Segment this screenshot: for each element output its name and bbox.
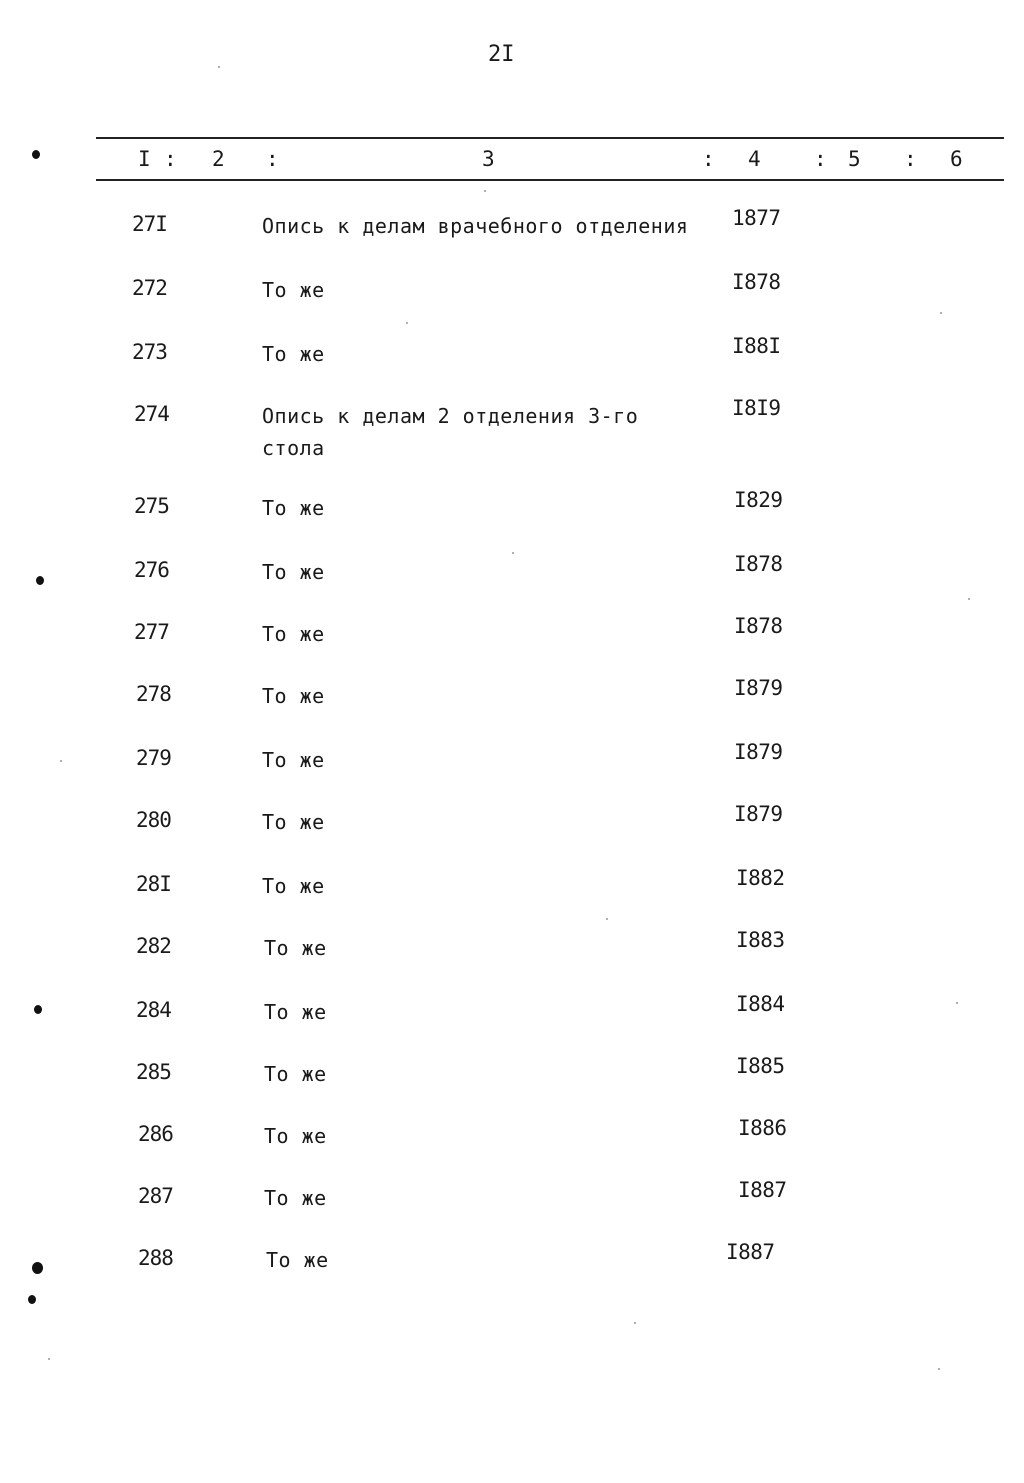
item-description: То же (262, 622, 325, 646)
table-row (0, 802, 1024, 848)
item-description: Опись к делам врачебного отделения (262, 214, 689, 238)
header-separator: : (702, 147, 715, 171)
item-number: 276 (134, 558, 169, 582)
item-year: I88I (732, 334, 781, 358)
table-row (0, 740, 1024, 786)
table-row (0, 552, 1024, 598)
item-year: I878 (732, 270, 781, 294)
item-description: То же (262, 560, 325, 584)
table-row (0, 866, 1024, 912)
item-year: I878 (734, 614, 783, 638)
paper-speck (940, 312, 942, 314)
item-year: I879 (734, 676, 783, 700)
item-number: 282 (136, 934, 171, 958)
item-number: 27I (132, 212, 167, 236)
item-number: 277 (134, 620, 169, 644)
item-year: I879 (734, 802, 783, 826)
table-top-rule (96, 137, 1004, 139)
item-description: То же (264, 1186, 327, 1210)
header-col-1: I (138, 147, 151, 171)
header-separator: : (266, 147, 279, 171)
table-row (0, 206, 1024, 252)
table-row (0, 676, 1024, 722)
table-header-rule (96, 179, 1004, 181)
paper-speck (634, 1322, 636, 1324)
table-row (0, 1178, 1024, 1224)
punch-mark (34, 1005, 42, 1014)
item-number: 287 (138, 1184, 173, 1208)
table-row (0, 614, 1024, 660)
table-row (0, 1240, 1024, 1286)
table-row (0, 396, 1024, 460)
table-row (0, 1054, 1024, 1100)
punch-mark (36, 576, 44, 585)
item-number: 288 (138, 1246, 173, 1270)
item-year: I883 (736, 928, 785, 952)
table-row (0, 1116, 1024, 1162)
paper-speck (938, 1368, 940, 1370)
paper-speck (406, 322, 408, 324)
item-number: 279 (136, 746, 171, 770)
item-description: Опись к делам 2 отделения 3-го стола (262, 404, 639, 460)
item-number: 28I (136, 872, 171, 896)
item-year: I8I9 (732, 396, 781, 420)
punch-mark (32, 1262, 43, 1274)
paper-speck (60, 760, 62, 762)
table-row (0, 270, 1024, 316)
item-number: 275 (134, 494, 169, 518)
header-col-6: 6 (950, 147, 963, 171)
punch-mark (32, 150, 40, 159)
item-description: То же (262, 874, 325, 898)
item-description: То же (264, 1124, 327, 1148)
item-description: То же (264, 1062, 327, 1086)
item-description: То же (262, 278, 325, 302)
item-number: 284 (136, 998, 171, 1022)
item-year: I829 (734, 488, 783, 512)
item-description: То же (262, 496, 325, 520)
page-number: 2I (488, 42, 515, 67)
header-separator: : (904, 147, 917, 171)
paper-speck (968, 598, 970, 600)
item-description: То же (262, 810, 325, 834)
item-description: То же (262, 684, 325, 708)
item-year: I879 (734, 740, 783, 764)
table-row (0, 488, 1024, 534)
header-col-5: 5 (848, 147, 861, 171)
header-col-2: 2 (212, 147, 225, 171)
item-number: 274 (134, 402, 169, 426)
header-col-4: 4 (748, 147, 761, 171)
paper-speck (512, 552, 514, 554)
punch-mark (28, 1295, 36, 1304)
header-separator: : (814, 147, 827, 171)
item-description: То же (264, 936, 327, 960)
item-number: 286 (138, 1122, 173, 1146)
item-description: То же (264, 1000, 327, 1024)
paper-speck (218, 66, 220, 68)
paper-speck (956, 1002, 958, 1004)
table-row (0, 334, 1024, 380)
header-separator: : (164, 147, 177, 171)
item-year: 1877 (732, 206, 781, 230)
item-year: I886 (738, 1116, 787, 1140)
item-description: То же (262, 342, 325, 366)
item-number: 272 (132, 276, 167, 300)
paper-speck (484, 190, 486, 192)
item-number: 285 (136, 1060, 171, 1084)
paper-speck (606, 918, 608, 920)
item-number: 278 (136, 682, 171, 706)
item-description: То же (262, 748, 325, 772)
item-year: I887 (726, 1240, 775, 1264)
item-number: 273 (132, 340, 167, 364)
item-number: 280 (136, 808, 171, 832)
item-year: I887 (738, 1178, 787, 1202)
table-row (0, 928, 1024, 974)
paper-speck (48, 1358, 50, 1360)
item-year: I884 (736, 992, 785, 1016)
item-year: I885 (736, 1054, 785, 1078)
table-row (0, 992, 1024, 1038)
item-description: То же (266, 1248, 329, 1272)
header-col-3: 3 (482, 147, 495, 171)
item-year: I882 (736, 866, 785, 890)
item-year: I878 (734, 552, 783, 576)
